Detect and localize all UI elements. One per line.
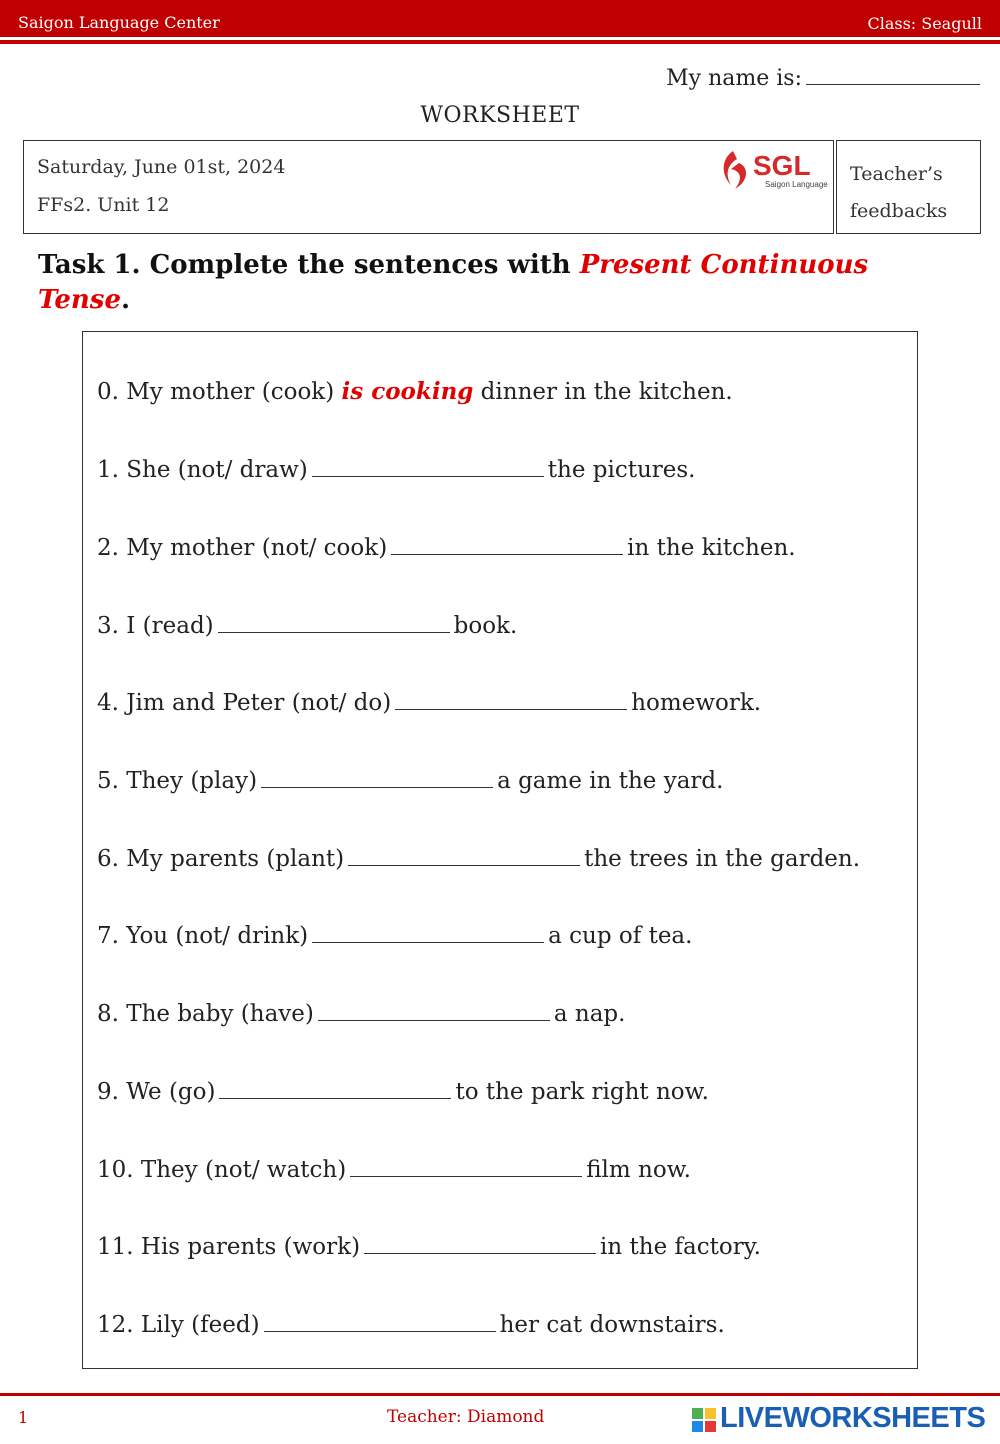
sentence-7 <box>97 922 692 949</box>
sgl-logo <box>719 145 829 193</box>
unit-text: FFs2. Unit 12 <box>37 194 170 216</box>
teacher-name: Teacher: Diamond <box>387 1407 545 1427</box>
answer-blank[interactable] <box>350 1156 582 1177</box>
example-after: dinner in the kitchen. <box>473 379 733 405</box>
answer-blank[interactable] <box>218 612 450 633</box>
sentence-prompt: 8. The baby (have) <box>97 1001 314 1027</box>
answer-blank[interactable] <box>318 1000 550 1021</box>
name-blank[interactable] <box>806 62 980 85</box>
answer-blank[interactable] <box>312 456 544 477</box>
sentence-rest: book. <box>453 613 518 639</box>
sentence-prompt: 1. She (not/ draw) <box>97 457 308 483</box>
center-name: Saigon Language Center <box>18 13 220 32</box>
task-prefix: Task 1. Complete the sentences with <box>38 250 580 280</box>
sentence-2 <box>97 534 796 561</box>
feedback-label: Teacher’s feedbacks <box>850 163 948 222</box>
sentence-3 <box>97 612 517 639</box>
worksheet-title: WORKSHEET <box>420 103 580 128</box>
sentence-rest: a game in the yard. <box>497 768 724 794</box>
sentence-6 <box>97 845 860 872</box>
sentence-prompt: 4. Jim and Peter (not/ do) <box>97 690 392 716</box>
liveworksheets-icon <box>692 1408 716 1432</box>
task-highlight: Present Continuous Tense <box>38 250 869 315</box>
sentence-rest: a nap. <box>553 1001 626 1027</box>
sentence-11 <box>97 1233 761 1260</box>
sentence-prompt: 6. My parents (plant) <box>97 846 345 872</box>
sentence-10 <box>97 1156 691 1183</box>
sentence-prompt: 7. You (not/ drink) <box>97 923 309 949</box>
sentence-rest: in the kitchen. <box>627 535 796 561</box>
sentence-rest: film now. <box>586 1157 691 1183</box>
name-label: My name is: <box>666 66 802 91</box>
page-number: 1 <box>18 1408 29 1427</box>
sentence-prompt: 3. I (read) <box>97 613 214 639</box>
sentence-12 <box>97 1311 725 1338</box>
sentence-rest: in the factory. <box>600 1234 761 1260</box>
sentence-rest: a cup of tea. <box>548 923 693 949</box>
answer-blank[interactable] <box>395 689 627 710</box>
logo-subtext: Saigon Language <box>765 180 828 189</box>
info-box <box>23 140 834 234</box>
sentence-rest: her cat downstairs. <box>499 1312 725 1338</box>
sentence-8 <box>97 1000 625 1027</box>
liveworksheets-brand[interactable] <box>692 1402 992 1436</box>
feedback-box <box>836 140 981 234</box>
sentence-1 <box>97 456 696 483</box>
sentence-4 <box>97 689 761 716</box>
sentence-prompt: 9. We (go) <box>97 1079 216 1105</box>
answer-blank[interactable] <box>219 1078 451 1099</box>
sentence-5 <box>97 767 723 794</box>
task-suffix: . <box>121 285 131 315</box>
header-divider <box>0 40 1000 44</box>
example-sentence <box>97 378 733 405</box>
sentence-9 <box>97 1078 709 1105</box>
sentence-rest: the trees in the garden. <box>584 846 861 872</box>
sentence-rest: homework. <box>631 690 762 716</box>
answer-blank[interactable] <box>264 1311 496 1332</box>
example-answer: is cooking <box>341 378 474 405</box>
class-label: Class: Seagull <box>867 14 982 33</box>
sentence-rest: the pictures. <box>547 457 696 483</box>
sentence-prompt: 2. My mother (not/ cook) <box>97 535 388 561</box>
answer-blank[interactable] <box>391 534 623 555</box>
answer-blank[interactable] <box>312 922 544 943</box>
answer-blank[interactable] <box>348 845 580 866</box>
sentence-rest: to the park right now. <box>455 1079 709 1105</box>
sentence-box <box>82 331 918 1369</box>
sentence-prompt: 10. They (not/ watch) <box>97 1157 347 1183</box>
sentence-prompt: 12. Lily (feed) <box>97 1312 260 1338</box>
name-field <box>666 62 980 91</box>
task-title <box>38 248 958 318</box>
sentence-prompt: 11. His parents (work) <box>97 1234 361 1260</box>
answer-blank[interactable] <box>261 767 493 788</box>
example-before: 0. My mother (cook) <box>97 379 342 405</box>
date-text: Saturday, June 01st, 2024 <box>37 156 286 178</box>
footer-divider <box>0 1393 1000 1396</box>
answer-blank[interactable] <box>364 1233 596 1254</box>
logo-text: SGL <box>753 150 811 181</box>
brand-text: LIVEWORKSHEETS <box>720 1402 986 1434</box>
sentence-prompt: 5. They (play) <box>97 768 258 794</box>
